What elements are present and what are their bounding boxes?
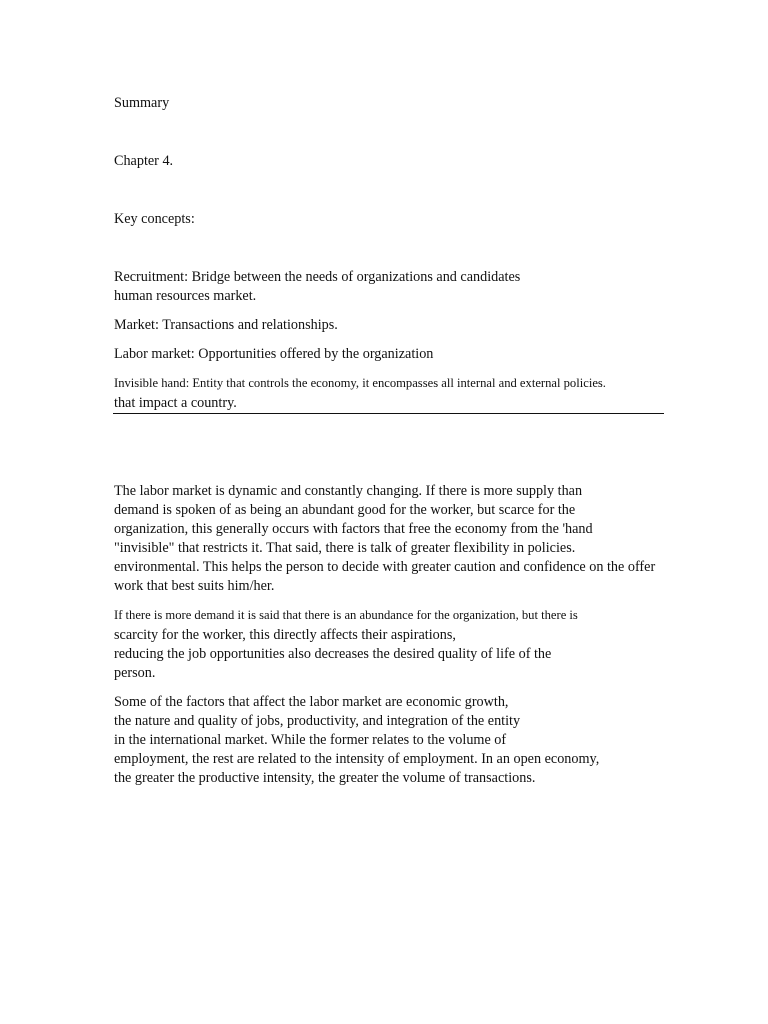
concept-recruitment-line-2: human resources market.: [114, 288, 257, 304]
paragraph-line: Some of the factors that affect the labor market are economic growth,: [114, 694, 509, 710]
chapter-heading: Chapter 4.: [114, 153, 174, 169]
paragraph-line: person.: [114, 665, 156, 681]
concept-labor-market: Labor market: Opportunities offered by the organization: [114, 346, 434, 362]
paragraph-line: organization, this generally occurs with factors that free the economy from the 'hand: [114, 521, 593, 537]
summary-heading: Summary: [114, 95, 170, 111]
concept-market: Market: Transactions and relationships.: [114, 317, 338, 333]
paragraph-line: If there is more demand it is said that there is an abundance for the organization, but there is: [114, 608, 578, 622]
concept-recruitment-line-1: Recruitment: Bridge between the needs of organizations and candidates: [114, 269, 521, 285]
paragraph-line: employment, the rest are related to the intensity of employment. In an open economy,: [114, 751, 600, 767]
paragraph-line: scarcity for the worker, this directly affects their aspirations,: [114, 627, 456, 643]
paragraph-line: demand is spoken of as being an abundant good for the worker, but scarce for the: [114, 502, 576, 518]
paragraph-line: reducing the job opportunities also decreases the desired quality of life of the: [114, 646, 552, 662]
horizontal-divider: [113, 413, 664, 414]
paragraph-line: work that best suits him/her.: [114, 578, 275, 594]
key-concepts-heading: Key concepts:: [114, 211, 195, 227]
concept-invisible-hand-line-1: Invisible hand: Entity that controls the economy, it encompasses all internal and external policies.: [114, 376, 606, 390]
paragraph-line: in the international market. While the former relates to the volume of: [114, 732, 507, 748]
concept-invisible-hand-line-2: that impact a country.: [114, 395, 237, 411]
paragraph-line: the greater the productive intensity, the greater the volume of transactions.: [114, 770, 536, 786]
paragraph-line: "invisible" that restricts it. That said, there is talk of greater flexibility in policies.: [114, 540, 576, 556]
paragraph-line: The labor market is dynamic and constantly changing. If there is more supply than: [114, 483, 583, 499]
paragraph-line: the nature and quality of jobs, productivity, and integration of the entity: [114, 713, 521, 729]
paragraph-line: environmental. This helps the person to decide with greater caution and confidence on the offer: [114, 559, 656, 575]
